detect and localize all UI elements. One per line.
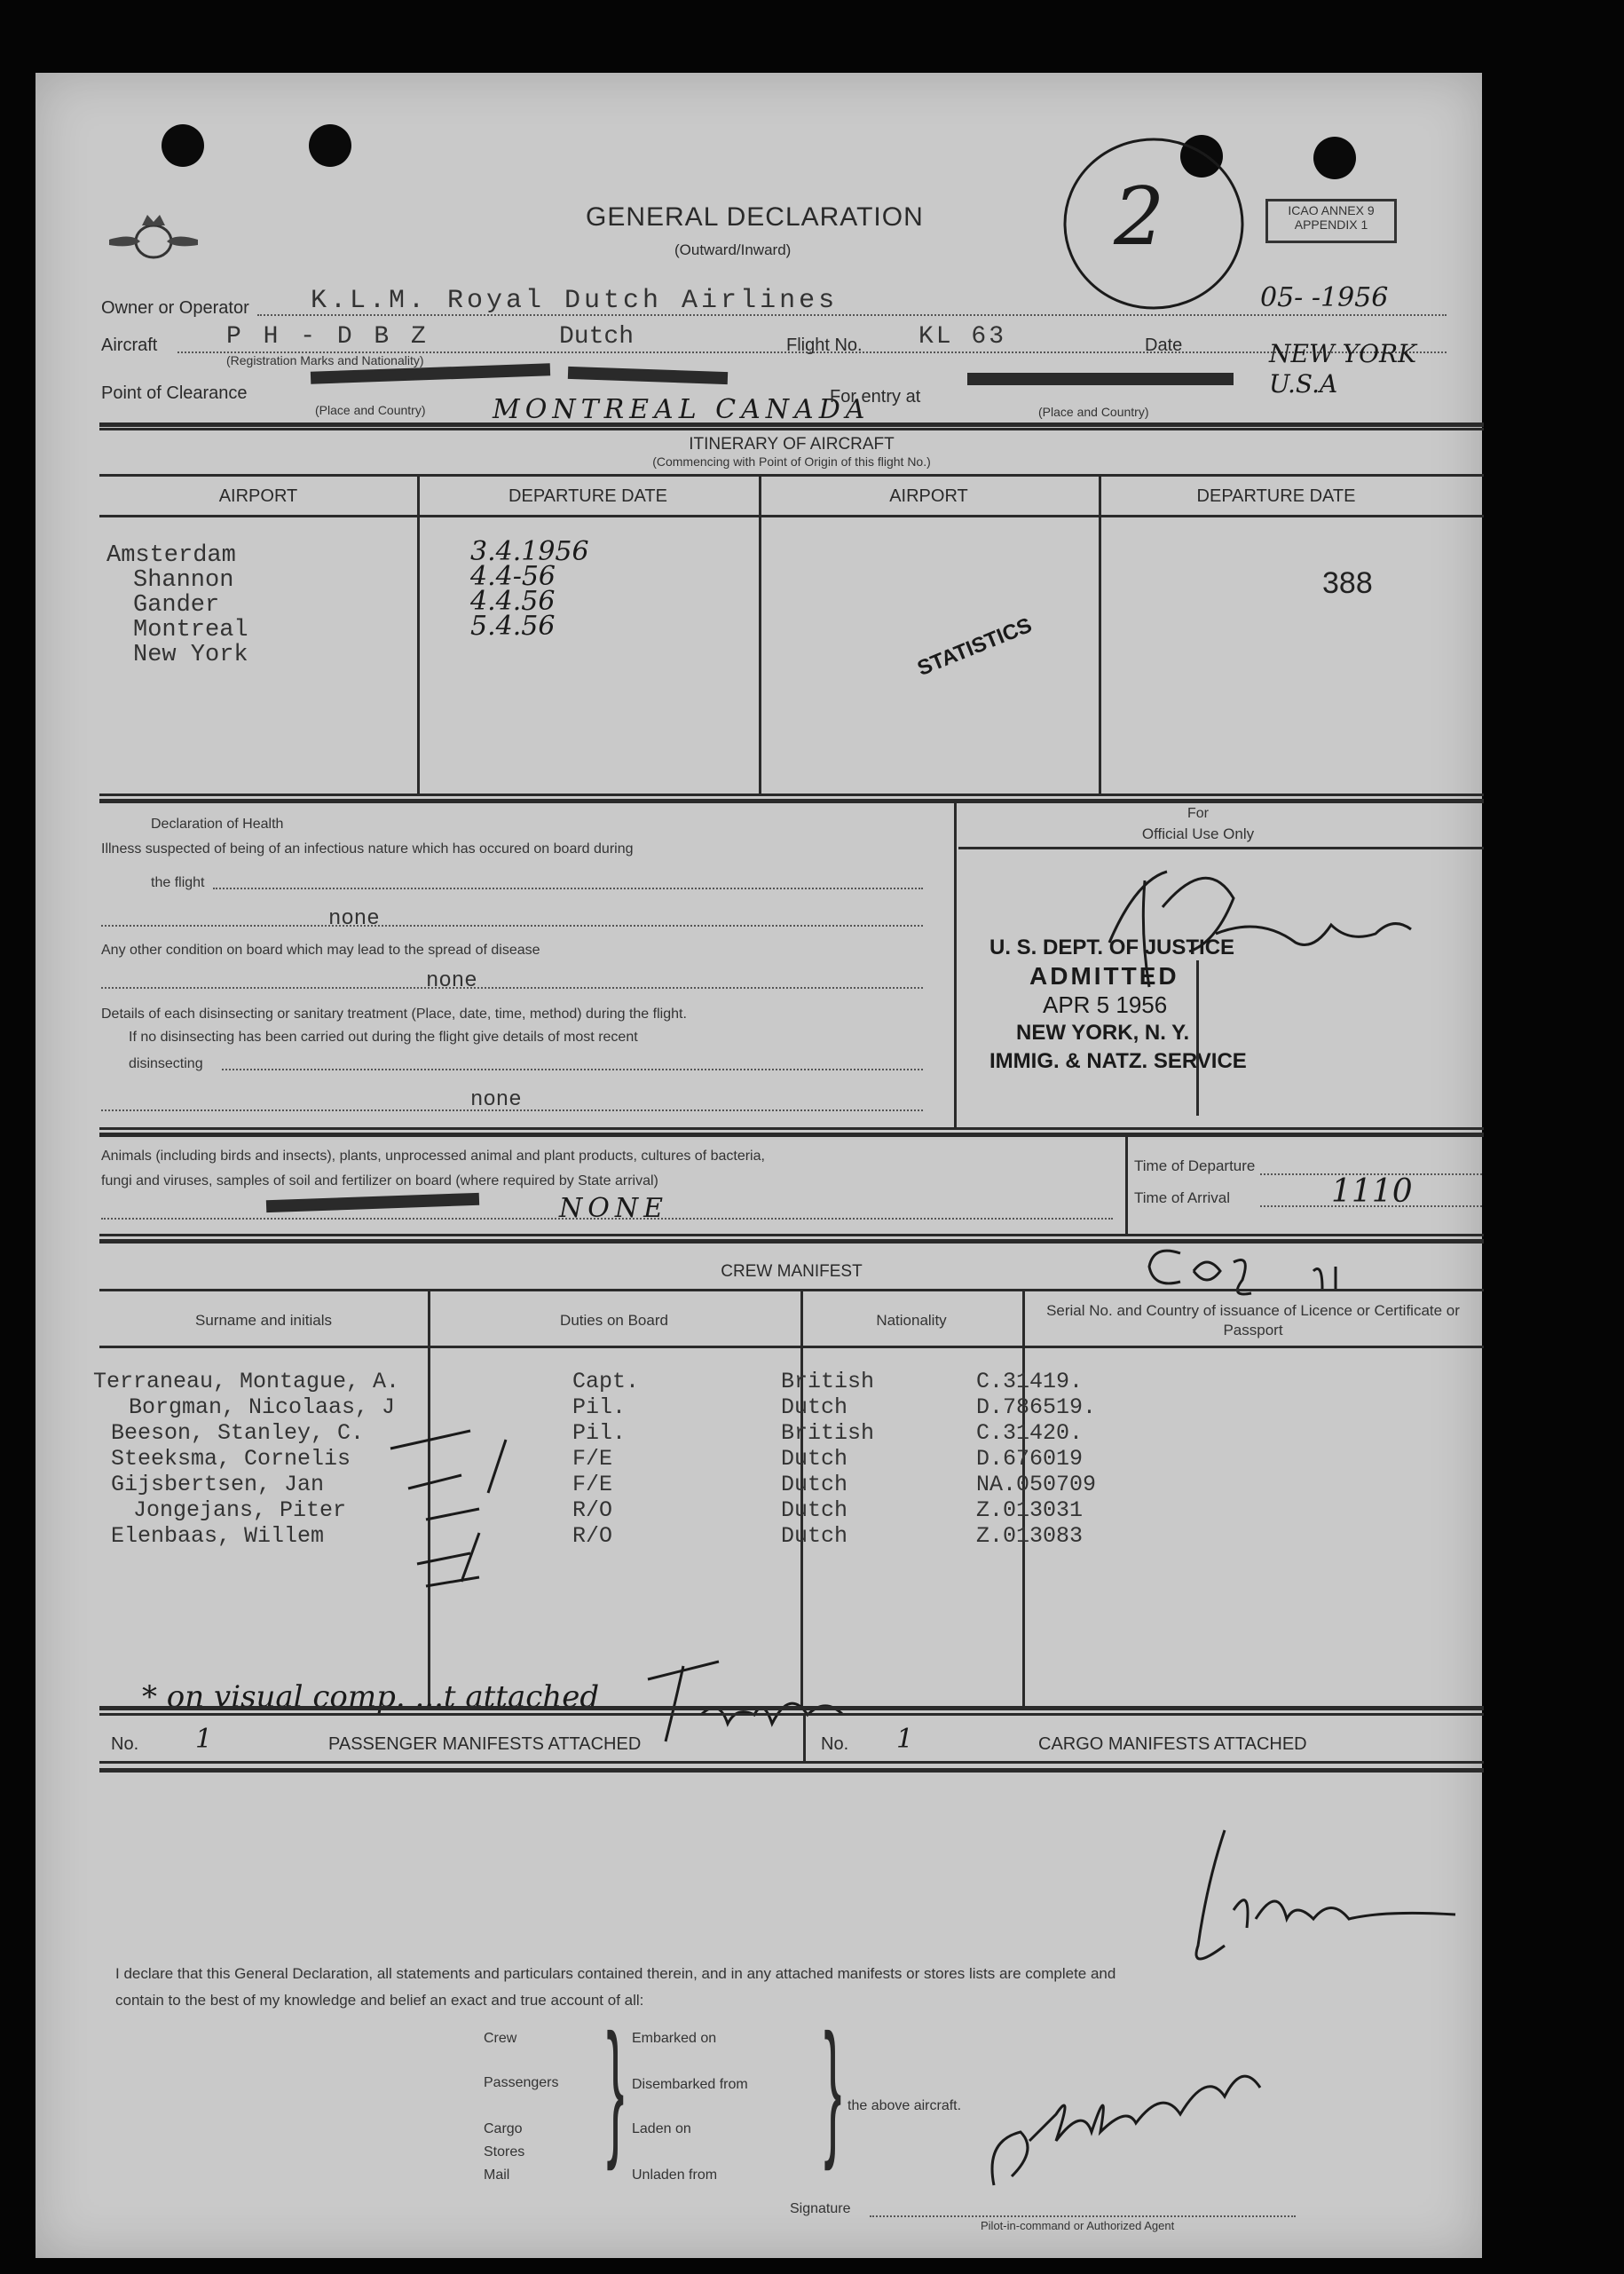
rule xyxy=(870,2215,1296,2217)
rule xyxy=(803,1715,806,1761)
entry-caption: (Place and Country) xyxy=(1038,405,1149,419)
place-country-caption: (Place and Country) xyxy=(315,403,426,417)
crew-duty: R/O xyxy=(572,1523,613,1549)
point-of-clearance-label: Point of Clearance xyxy=(101,383,248,403)
itinerary-header-airport: AIRPORT xyxy=(218,486,298,506)
itinerary-title: ITINERARY OF AIRCRAFT xyxy=(689,435,895,454)
rule xyxy=(99,1234,1484,1236)
registration-caption: (Registration Marks and Nationality) xyxy=(226,353,424,367)
crew-nationality: British xyxy=(781,1369,875,1394)
crew-serial: C.31420. xyxy=(976,1420,1084,1446)
date-label: Date xyxy=(1145,336,1183,355)
rule xyxy=(99,1239,1484,1244)
rule xyxy=(101,987,923,989)
cargo-no-label: No. xyxy=(821,1734,849,1754)
list-item: Gander xyxy=(133,592,220,619)
aircraft-label: Aircraft xyxy=(101,336,158,355)
time-of-arrival-value xyxy=(1331,1173,1413,1210)
punch-hole xyxy=(1313,137,1356,179)
crew-name: Elenbaas, Willem xyxy=(111,1523,325,1549)
table-row xyxy=(93,1369,1096,1394)
list-item: 5.4.56 xyxy=(470,611,556,642)
crew-name: Gijsbertsen, Jan xyxy=(111,1472,325,1497)
crew-name: Beeson, Stanley, C. xyxy=(111,1420,365,1446)
declaration-line-2: contain to the best of my knowledge and belief an exact and true account of all: xyxy=(115,1992,644,2009)
aircraft-line xyxy=(177,351,1447,353)
punch-hole xyxy=(309,124,351,167)
crew-serial: Z.013083 xyxy=(976,1523,1084,1549)
rule xyxy=(101,1218,1113,1220)
health-answer-3: none xyxy=(470,1088,522,1112)
list-item: Montreal xyxy=(133,617,248,644)
itinerary-caption: (Commencing with Point of Origin of this flight No.) xyxy=(652,454,931,469)
declaration-document xyxy=(35,73,1482,2258)
brace-left: } xyxy=(606,2003,625,2172)
signature-label: Signature xyxy=(790,2201,851,2216)
rule xyxy=(1099,474,1101,794)
handwritten-crew-ticks xyxy=(373,1404,674,1635)
cargo-manifest-count: 1 xyxy=(896,1724,914,1755)
agent-signature xyxy=(1100,1812,1473,1990)
list-item: 4.4.56 xyxy=(470,586,556,617)
list-item: Shannon xyxy=(133,567,234,594)
rule xyxy=(99,422,1484,427)
arrival-time: 1110 xyxy=(1331,1173,1413,1210)
above-aircraft-text: the above aircraft. xyxy=(847,2098,962,2113)
rule xyxy=(99,1127,1484,1130)
list-item: 4.4-56 xyxy=(470,561,556,592)
passenger-manifest-count: 1 xyxy=(195,1724,213,1755)
crew-duty: F/E xyxy=(572,1472,613,1497)
aircraft-value: P H - D B Z xyxy=(226,323,430,351)
crew-duty: Pil. xyxy=(572,1420,627,1446)
rule xyxy=(99,1713,1484,1716)
crew-header-duties: Duties on Board xyxy=(560,1312,668,1329)
crew-duty: Capt. xyxy=(572,1369,640,1394)
icao-reference-box xyxy=(1265,199,1397,243)
rule xyxy=(417,474,420,794)
crew-nationality: Dutch xyxy=(781,1472,848,1497)
crew-serial: D.786519. xyxy=(976,1394,1097,1420)
stamp-admitted: ADMITTED xyxy=(1029,962,1179,990)
rule xyxy=(99,1133,1484,1137)
animals-value: NONE xyxy=(559,1193,668,1224)
crew-nationality: Dutch xyxy=(781,1446,848,1472)
owner-line xyxy=(257,314,1447,316)
flight-value: KL 63 xyxy=(918,323,1007,351)
struck-out-text xyxy=(967,373,1234,385)
term-laden: Laden on xyxy=(632,2121,691,2136)
rule xyxy=(213,888,923,889)
crew-header-surname: Surname and initials xyxy=(194,1312,333,1329)
pilot-signature xyxy=(958,2008,1313,2203)
crew-handwritten-note: * on visual comp. ...t attached xyxy=(142,1679,600,1715)
stamp-line: U. S. DEPT. OF JUSTICE xyxy=(989,936,1235,959)
term-embarked: Embarked on xyxy=(632,2031,717,2046)
health-question-1b: the flight xyxy=(151,875,205,890)
icao-appendix: APPENDIX 1 xyxy=(1294,217,1368,232)
list-item: Amsterdam xyxy=(106,542,236,569)
flight-label: Flight No. xyxy=(786,336,863,355)
officer-signature xyxy=(1083,845,1438,1023)
statistics-stamp: STATISTICS xyxy=(914,612,1036,682)
itinerary-header-airport-2: AIRPORT xyxy=(889,486,968,506)
itinerary-airports xyxy=(106,543,248,667)
circled-number: 2 xyxy=(1114,170,1165,264)
crew-duty: Pil. xyxy=(572,1394,627,1420)
crew-nationality: Dutch xyxy=(781,1523,848,1549)
rule xyxy=(1125,1134,1128,1234)
brace-right: } xyxy=(824,2003,842,2172)
rule xyxy=(759,474,761,794)
owner-value: K.L.M. Royal Dutch Airlines xyxy=(311,286,839,316)
stamp-date: APR 5 1956 xyxy=(1043,991,1168,1018)
term-crew: Crew xyxy=(484,2031,517,2046)
crew-serial: C.31419. xyxy=(976,1369,1084,1394)
crew-serial: D.676019 xyxy=(976,1446,1084,1472)
crew-header-nationality: Nationality xyxy=(876,1312,947,1329)
document-subtitle: (Outward/Inward) xyxy=(674,241,792,258)
icao-annex: ICAO ANNEX 9 xyxy=(1288,203,1375,217)
entry-value: NEW YORK U.S.A xyxy=(1269,339,1417,399)
term-cargo: Cargo xyxy=(484,2121,523,2136)
itinerary-header-departure: DEPARTURE DATE xyxy=(508,486,667,506)
rule xyxy=(101,1109,923,1111)
declaration-line-1: I declare that this General Declaration, all statements and particulars contained therein, and in any attached manifests or stores lists are complete and xyxy=(115,1965,1116,1982)
term-unladen: Unladen from xyxy=(632,2167,718,2183)
handwritten-arrival-note xyxy=(1136,1218,1464,1298)
crew-header-serial: Serial No. and Country of issuance of Licence or Certificate or Passport xyxy=(1046,1302,1460,1338)
term-mail: Mail xyxy=(484,2167,510,2183)
rule xyxy=(99,1289,1484,1291)
health-answer-2: none xyxy=(426,969,477,993)
crew-serial: Z.013031 xyxy=(976,1497,1084,1523)
term-disembarked: Disembarked from xyxy=(632,2077,748,2092)
rule xyxy=(99,1346,1484,1348)
health-question-3c: disinsecting xyxy=(129,1056,203,1071)
signature-caption: Pilot-in-command or Authorized Agent xyxy=(981,2219,1175,2232)
crew-name: Borgman, Nicolaas, J xyxy=(129,1394,396,1420)
crew-duty: R/O xyxy=(572,1497,613,1523)
crew-manifest-title: CREW MANIFEST xyxy=(721,1262,863,1281)
health-answer-1: none xyxy=(328,907,380,931)
rule xyxy=(101,925,923,927)
struck-out-text xyxy=(568,367,728,384)
itinerary-header-departure-2: DEPARTURE DATE xyxy=(1196,486,1356,506)
list-item: New York xyxy=(133,642,248,668)
crew-duty: F/E xyxy=(572,1446,613,1472)
punch-hole xyxy=(162,124,204,167)
date-value: 05- -1956 xyxy=(1260,282,1389,313)
list-item: 3.4.1956 xyxy=(470,536,589,567)
term-stores: Stores xyxy=(484,2144,525,2160)
official-use-for: For xyxy=(1187,806,1209,821)
health-question-3b: If no disinsecting has been carried out during the flight give details of most recent xyxy=(129,1030,638,1045)
crew-nationality: Dutch xyxy=(781,1394,848,1420)
handwritten-signature-crew xyxy=(639,1644,852,1750)
itinerary-number: 388 xyxy=(1322,566,1373,600)
rule xyxy=(99,474,1484,477)
stamp-location: NEW YORK, N. Y. xyxy=(1016,1021,1190,1045)
animals-text-2: fungi and viruses, samples of soil and fertilizer on board (where required by State arrival) xyxy=(101,1173,658,1188)
stamp-service: IMMIG. & NATZ. SERVICE xyxy=(989,1049,1247,1073)
rule xyxy=(99,515,1484,517)
animals-text-1: Animals (including birds and insects), plants, unprocessed animal and plant products, cultures of bacteria, xyxy=(101,1149,765,1164)
health-question-1: Illness suspected of being of an infectious nature which has occured on board during xyxy=(101,841,634,857)
crew-nationality: British xyxy=(781,1420,875,1446)
passenger-manifests-label: PASSENGER MANIFESTS ATTACHED xyxy=(328,1734,642,1754)
point-of-clearance-value: MONTREAL CANADA xyxy=(493,394,871,425)
rule xyxy=(99,428,1484,430)
entry-label: For entry at xyxy=(830,387,921,407)
crew-name: Terraneau, Montague, A. xyxy=(93,1369,400,1394)
cargo-manifests-label: CARGO MANIFESTS ATTACHED xyxy=(1038,1734,1307,1754)
rule xyxy=(99,794,1484,796)
struck-out-text xyxy=(266,1193,479,1212)
crew-name: Jongejans, Piter xyxy=(133,1497,347,1523)
rule xyxy=(99,1761,1484,1764)
aircraft-nationality: Dutch xyxy=(559,323,635,351)
rule xyxy=(954,801,957,1127)
klm-crown-logo xyxy=(105,206,202,268)
official-use-title: Official Use Only xyxy=(1141,825,1255,842)
rule xyxy=(99,1768,1484,1773)
health-question-3: Details of each disinsecting or sanitary treatment (Place, date, time, method) during the flight. xyxy=(101,1007,687,1022)
health-question-2: Any other condition on board which may lead to the spread of disease xyxy=(101,943,540,958)
rule xyxy=(99,799,1484,803)
time-of-arrival-label: Time of Arrival xyxy=(1134,1189,1231,1206)
crew-serial: NA.050709 xyxy=(976,1472,1097,1497)
rule xyxy=(99,1706,1484,1710)
rule xyxy=(222,1069,923,1070)
time-of-departure-label: Time of Departure xyxy=(1134,1157,1256,1174)
document-title: GENERAL DECLARATION xyxy=(586,202,924,232)
term-passengers: Passengers xyxy=(484,2075,559,2090)
health-title: Declaration of Health xyxy=(151,817,284,832)
owner-label: Owner or Operator xyxy=(101,298,249,318)
crew-name: Steeksma, Cornelis xyxy=(111,1446,351,1472)
crew-nationality: Dutch xyxy=(781,1497,848,1523)
passenger-no-label: No. xyxy=(111,1734,139,1754)
itinerary-dates xyxy=(470,536,589,642)
